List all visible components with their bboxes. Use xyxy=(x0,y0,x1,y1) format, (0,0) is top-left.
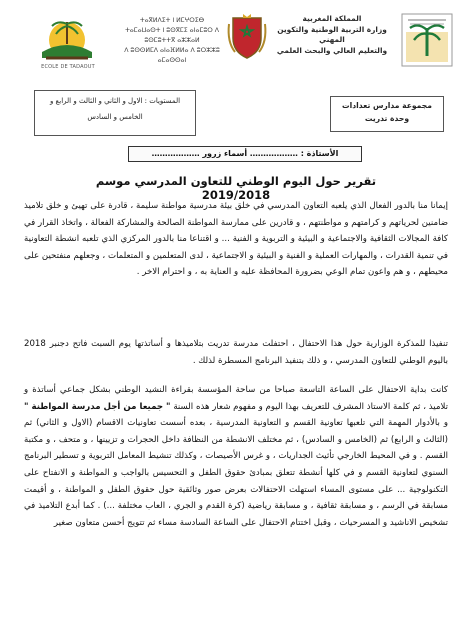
school-unit-name: وحدة تدريت xyxy=(364,114,410,123)
ministry-header xyxy=(272,14,392,56)
school-logo-caption: ECOLE DE TADAOUT xyxy=(41,64,95,70)
tifinagh-line-2: ⵜⴰⵎⴰⵡⴰⵙⵜ ⵏ ⵓⵙⴳⵎⵉ ⴰⵏⴰⵎⵓⵔ ⴷ ⵓⵙⵎⵓⵜⵜⴳ ⴰⵣⵣⴰⵍ xyxy=(125,27,219,44)
tifinagh-line-1: ⵜⴰⴳⵍⴷⵉⵜ ⵏ ⵍⵎⵖⵔⵉⴱ xyxy=(139,17,205,24)
report-title: تقرير حول اليوم الوطني للتعاون المدرسي موسم 2019/2018 xyxy=(95,174,377,202)
school-box xyxy=(330,96,444,132)
celebration-text-1: كانت بداية الاحتفال على الساعة التاسعة صباحا من ساحة المؤسسة بقراءة النشيد الوطني بشكل جماعي أساتذة و تلاميذ ، ثم كلمة الاستاذ المشرف للتعريف بهذا اليوم و مفهوم شعار هذه السنة xyxy=(24,385,448,412)
celebration-text-2: و بالأدوار المهمة التي تلعبها تعاونية القسم و التعاونية المدرسية ، بعده أسست تعاونيات الاقسام (الاول و الثاني) ثم (الثالث و الرابع) ثم (الخامس و السادس) ، ثم مختلف الانشطة من النظافة داخل الحجرات و تزيينها ، و متحف ، و مكتبة القسم . و في المحيط الخارجي تأثيث الجداريات ، و غرس الأصيصات ، وكذلك تنشيط المعامل التربوية و تسطير البرنامج السنوي لتعاونية القسم و في كلها أنشطة تتعلق بمبادئ حقوق الطفل و التحسيس بالواجب و المواطنة و الانفتاح على التكنولوجية ... على مستوى المساء استهلت الاحتفالات بعرض صور وثائقية حول حقوق الطفل و المواطنة ، و أقيمت مسابقة في الرسم ، و مسابقة ثقافية ، و مسابقة رياضية (كرة القدم و الجري ، العاب مختلفة ...) . كما أبدع التلاميذ في تشخيص الاناشيد و المسرحيات ، وقبل اختتام الاحتفال على الساعة السادسة مساء ثم تتويج أحسن متعاون صغير xyxy=(24,418,448,528)
levels-box xyxy=(34,90,196,136)
moroccan-emblem-icon xyxy=(225,12,269,60)
tifinagh-line-3: ⴷ ⵓⵙⵙⵍⵎⴷ ⴰⵏⴰⴼⵍⵍⴰ ⴷ ⵓⵔⵣⵣⵓ ⴰⵎⴰⵙⵙⴰⵏ xyxy=(124,47,220,64)
teacher-label: الأستاذة : xyxy=(300,149,339,158)
celebration-paragraph xyxy=(24,382,448,531)
levels-line-2: الخامس و السادس xyxy=(87,113,143,121)
teacher-name: أسماء زرور xyxy=(202,149,248,158)
academy-logo-icon xyxy=(400,12,454,68)
ministry-name-line-1: وزارة التربية الوطنية والتكوين المهني xyxy=(277,24,387,44)
tifinagh-header xyxy=(122,16,222,66)
ministry-name-line-2: والتعليم العالي والبحث العلمي xyxy=(276,45,388,55)
school-group-name: مجموعة مدارس تعدادات xyxy=(342,101,432,110)
kingdom-name: المملكة المغربية xyxy=(302,14,362,23)
teacher-line: الأستاذة : ……………… أسماء زرور ……………… xyxy=(128,146,362,162)
memo-paragraph: تنفيذا للمذكرة الوزارية حول هذا الاحتفال ، احتفلت مدرسة تدريت بتلاميذها و أساتذتها يوم السبت فاتح دجنبر 2018 باليوم الوطني للتعاون المدرسي ، و ذلك بتنفيذ البرنامج المسطرة لذلك . xyxy=(24,339,448,366)
levels-line-1: المستويات : الاول و الثاني و الثالث و الرابع و xyxy=(49,97,181,105)
intro-paragraph: إيمانا منا بالدور الفعال الذي يلعبه التعاون المدرسي في خلق بيئة مدرسية مواطنة سليمة ، قادرة على تهيئ و خلق تلاميذ ضامنين لحرياتهم و كرامتهم و مواطنتهم ، و قادرين على ممارسة المواطنة الصالحة والمشاركة الفعالة ، واتخاذ القرار في كافة المجالات الثقافية والاجتماعية و البيئية و التربوية و الفنية ... و اقتناعا منا بالدور المركزي الذي تلعبه انشطة التعاونية في تنمية القدرات ، والمهارات العملية و الفنية و البيئية و الاجتماعية ، لدى المتعلمين و المتعلمات ، وجعلهم منفتحين على محيطهم ، و هم واعون تمام الوعي بضرورة المحافظة عليه و العناية به ، و احترام الاخر . xyxy=(24,201,448,278)
slogan-text: " جميعا من أجل مدرسة المواطنة " xyxy=(24,401,171,412)
school-logo-icon xyxy=(36,12,98,64)
